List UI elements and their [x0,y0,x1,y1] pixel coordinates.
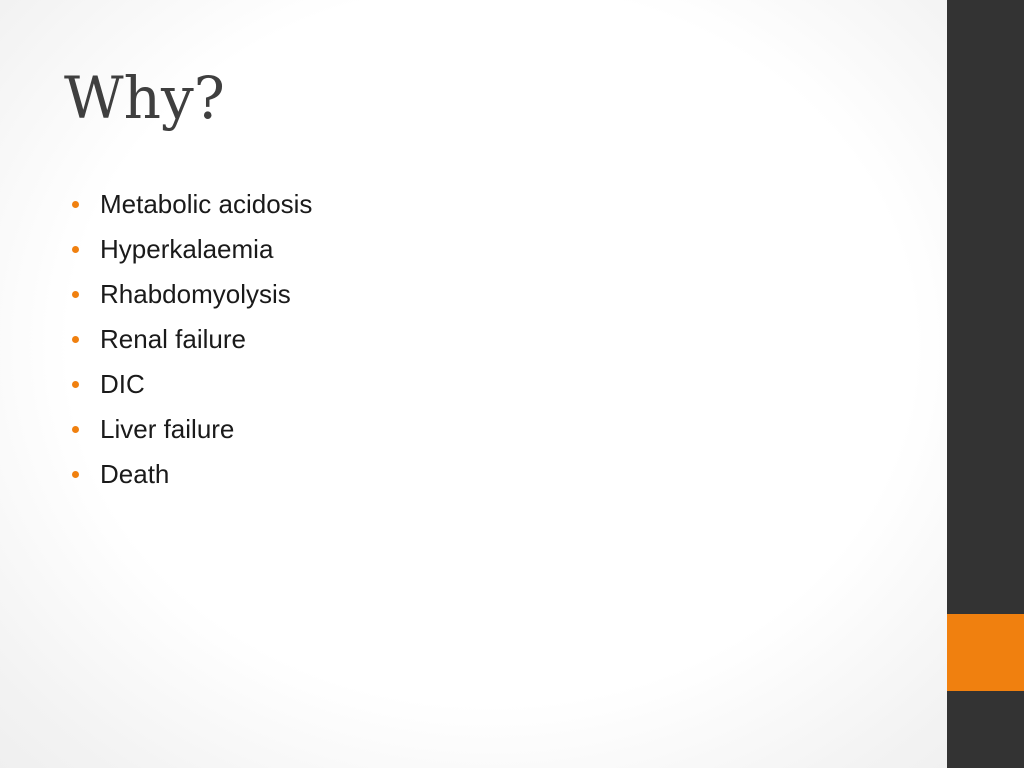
bullet-dot-icon [72,336,79,343]
bullet-item [72,362,312,407]
bullet-dot-icon [72,246,79,253]
bullet-dot-icon [72,471,79,478]
bullet-dot-icon [72,381,79,388]
bullet-text: Hyperkalaemia [100,234,274,264]
sidebar-dark-block [947,0,1024,614]
bullet-item [72,227,312,272]
bullet-text: Metabolic acidosis [100,189,313,219]
decorative-sidebar [947,0,1024,768]
bullet-dot-icon [72,426,79,433]
bullet-item [72,452,312,497]
sidebar-dark-block [947,691,1024,768]
bullet-text: Renal failure [100,324,246,354]
bullet-text: Rhabdomyolysis [100,279,291,309]
bullet-item [72,407,312,452]
bullet-item [72,317,312,362]
bullet-dot-icon [72,201,79,208]
bullet-item [72,182,312,227]
sidebar-accent-block [947,614,1024,691]
slide-title: Why? [64,64,225,132]
bullet-text: Liver failure [100,414,235,444]
bullet-text: Death [100,459,170,489]
bullet-text: DIC [100,369,145,399]
bullet-dot-icon [72,291,79,298]
bullet-item [72,272,312,317]
bullet-list [72,182,312,497]
